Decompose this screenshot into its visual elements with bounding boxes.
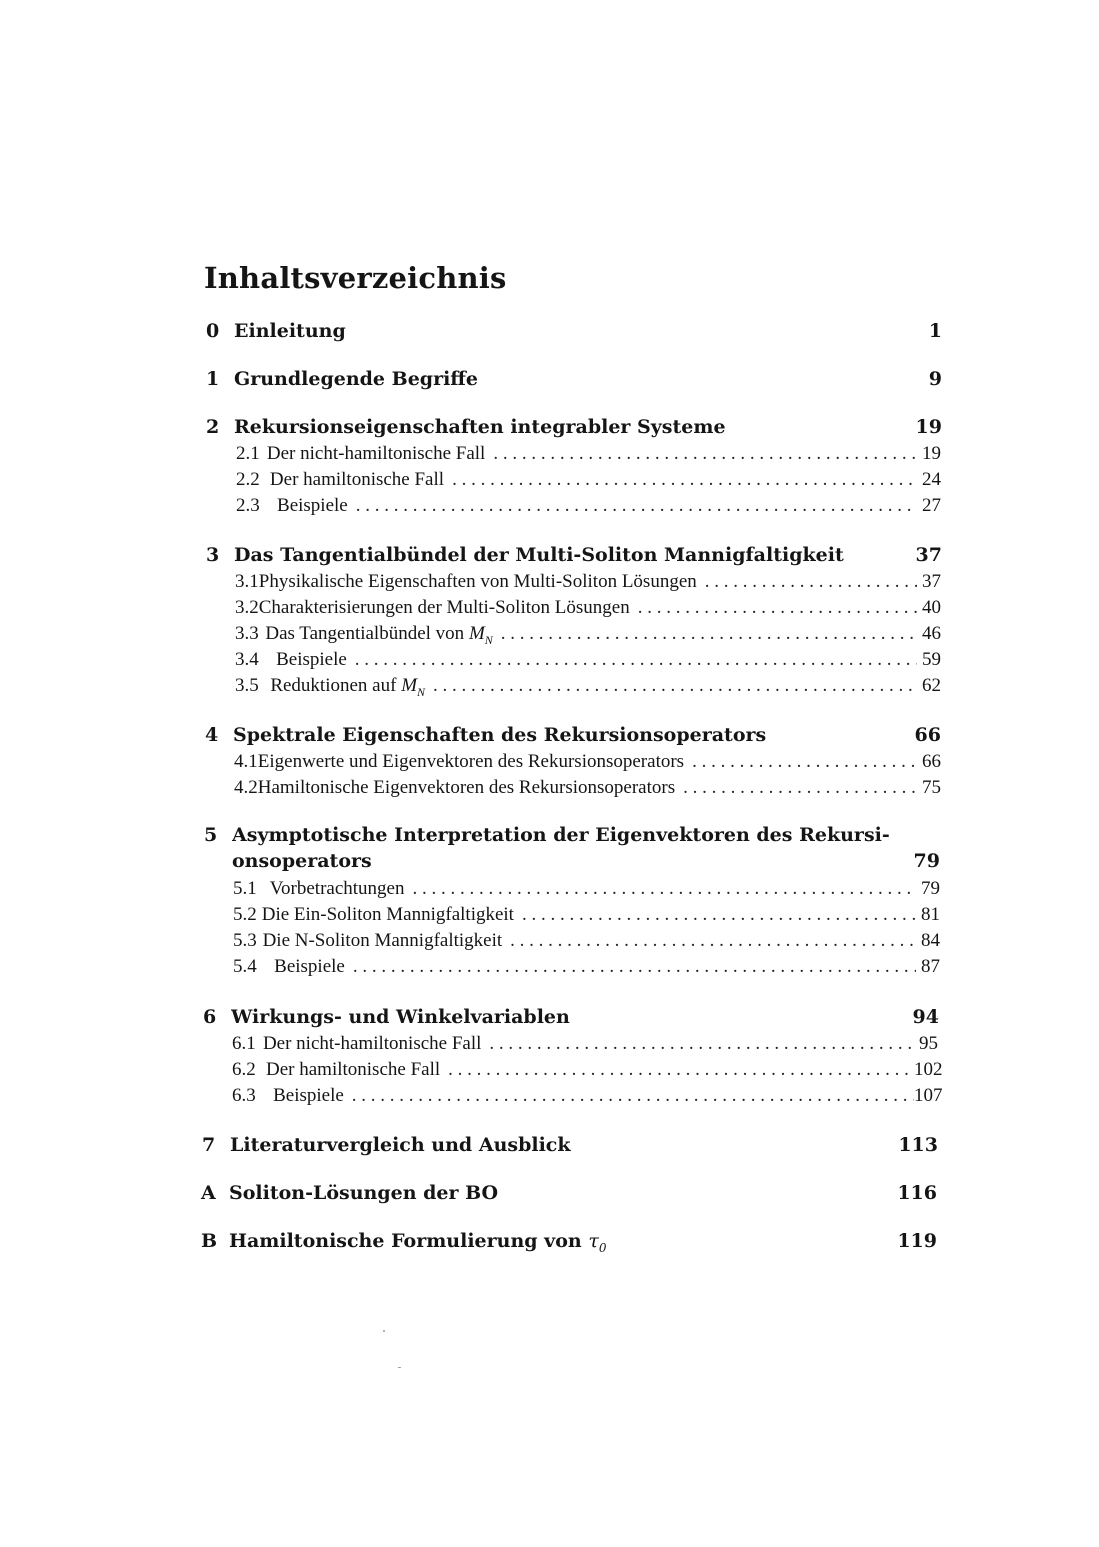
section-page: 87 [921,956,940,977]
chapter-number: 7 [202,1134,216,1156]
chapter-page: 9 [928,368,942,390]
toc-section-3-2[interactable] [235,595,941,621]
section-number: 6.3 [232,1085,256,1106]
section-title: Der nicht-hamiltonische Fall [266,443,486,464]
toc-section-6-3[interactable] [232,1083,943,1109]
section-page: 37 [922,571,941,592]
appendix-title-text: Hamiltonische Formulierung von [229,1230,582,1252]
appendix-letter: A [201,1182,216,1204]
section-page: 84 [921,930,940,951]
toc-section-3-5[interactable] [235,673,941,705]
toc-chapter-3[interactable] [206,542,942,568]
toc-appendix-a[interactable] [201,1180,937,1206]
section-number: 3.5 [235,675,259,696]
dot-leader [481,1031,914,1057]
section-title: Der nicht-hamiltonische Fall [262,1033,482,1054]
section-number: 2.2 [236,469,260,490]
section-page: 66 [922,751,941,772]
section-number: 6.2 [232,1059,256,1080]
section-title: Hamiltonische Eigenvektoren des Rekursionsoperators [257,777,676,798]
dot-leader [675,775,917,801]
section-title: Der hamiltonische Fall [266,1059,441,1080]
section-page: 40 [922,597,941,618]
chapter-title: Einleitung [234,320,346,342]
toc-section-5-1[interactable] [233,876,940,902]
section-number: 5.1 [233,878,257,899]
toc-section-2-2[interactable] [236,467,941,493]
chapter-number: 6 [203,1006,217,1028]
section-page: 95 [919,1033,938,1054]
chapter-page: 113 [898,1134,938,1156]
dot-leader [502,928,916,954]
appendix-page: 119 [897,1230,937,1252]
section-page: 75 [922,777,941,798]
section-number: 5.2 [233,904,257,925]
section-page: 62 [922,675,941,696]
section-title: Vorbetrachtungen [269,878,405,899]
toc-section-5-3[interactable] [233,928,940,954]
appendix-title [229,1228,897,1261]
dot-leader [344,1083,914,1109]
section-number: 3.1 [235,571,259,592]
section-page: 81 [921,904,940,925]
section-title: Die N-Soliton Mannigfaltigkeit [262,930,503,951]
section-page: 59 [922,649,941,670]
toc-section-2-1[interactable] [236,441,941,467]
section-number: 5.3 [233,930,257,951]
chapter-title: Literaturvergleich und Ausblick [230,1134,571,1156]
appendix-page: 116 [897,1182,937,1204]
dot-leader [444,467,917,493]
toc-section-6-2[interactable] [232,1057,943,1083]
section-title: Beispiele [274,956,345,977]
chapter-title: Das Tangentialbündel der Multi-Soliton Mannigfaltigkeit [234,544,844,566]
section-number: 2.3 [236,495,260,516]
toc-section-3-4[interactable] [235,647,941,673]
page-title: Inhaltsverzeichnis [204,261,507,295]
chapter-page: 37 [915,544,942,566]
appendix-letter: B [201,1230,218,1252]
dot-leader [493,621,917,647]
section-page: 24 [922,469,941,490]
section-title: Die Ein-Soliton Mannigfaltigkeit [261,904,514,925]
chapter-page: 19 [915,416,942,438]
dot-leader [425,673,917,699]
section-number: 3.4 [235,649,259,670]
chapter-title: Rekursionseigenschaften integrabler Systeme [234,416,726,438]
toc-appendix-b[interactable] [201,1228,937,1261]
section-title: Eigenwerte und Eigenvektoren des Rekursionsoperators [257,751,685,772]
section-number: 3.3 [235,623,259,644]
math-symbol: $M_N$ [468,623,493,647]
toc-section-3-1[interactable] [235,569,941,595]
toc-section-6-1[interactable] [232,1031,938,1057]
toc-chapter-0[interactable] [206,318,942,344]
section-number: 3.2 [235,597,259,618]
section-title: Beispiele [273,1085,344,1106]
section-title-text: Reduktionen auf [270,675,397,696]
toc-chapter-4[interactable] [205,722,941,748]
chapter-number: 5 [204,824,218,846]
dot-leader [684,749,917,775]
section-page: 102 [914,1059,943,1080]
dot-leader [348,493,917,519]
chapter-title: Wirkungs- und Winkelvariablen [231,1006,570,1028]
section-number: 5.4 [233,956,257,977]
toc-chapter-1[interactable] [206,366,942,392]
toc-section-4-1[interactable] [234,749,941,775]
section-title: Der hamiltonische Fall [269,469,445,490]
scan-speck [398,1367,401,1368]
chapter-page: 94 [912,1006,939,1028]
section-page: 19 [922,443,941,464]
section-page: 46 [922,623,941,644]
dot-leader [485,441,917,467]
dot-leader [404,876,916,902]
math-symbol: $M_N$ [401,675,426,699]
toc-chapter-5[interactable] [204,822,940,848]
chapter-number: 4 [205,724,219,746]
dot-leader [347,647,917,673]
dot-leader [345,954,916,980]
section-number: 6.1 [232,1033,256,1054]
appendix-title: Soliton-Lösungen der BO [229,1182,499,1204]
toc-chapter-5-continued[interactable] [232,848,940,874]
chapter-number: 0 [206,320,220,342]
section-page: 27 [922,495,941,516]
chapter-title: Grundlegende Begriffe [234,368,478,390]
math-symbol: $\tau_0$ [588,1230,607,1255]
chapter-title: Spektrale Eigenschaften des Rekursionsoperators [233,724,767,746]
chapter-number: 2 [206,416,220,438]
section-number: 4.1 [234,751,258,772]
section-number: 4.2 [234,777,258,798]
section-title: Beispiele [277,495,348,516]
toc-section-2-3[interactable] [236,493,941,519]
section-page: 79 [921,878,940,899]
toc-chapter-6[interactable] [203,1004,939,1030]
section-title-text: Das Tangentialbündel von [265,623,465,644]
dot-leader [514,902,916,928]
toc-section-5-4[interactable] [233,954,940,980]
dot-leader [440,1057,914,1083]
section-title: Physikalische Eigenschaften von Multi-Soliton Lösungen [258,571,697,592]
section-title: Beispiele [276,649,347,670]
chapter-page: 79 [913,850,940,872]
dot-leader [697,569,917,595]
section-title [270,673,425,705]
scan-speck [383,1330,385,1332]
chapter-number: 3 [206,544,220,566]
section-page: 107 [914,1085,943,1106]
chapter-title-line2: onsoperators [232,850,372,872]
dot-leader [630,595,917,621]
chapter-number: 1 [206,368,220,390]
section-title: Charakterisierungen der Multi-Soliton Lösungen [258,597,630,618]
toc-chapter-2[interactable] [206,414,942,440]
toc-section-4-2[interactable] [234,775,941,801]
toc-chapter-7[interactable] [202,1132,938,1158]
section-number: 2.1 [236,443,260,464]
chapter-page: 1 [928,320,942,342]
chapter-title: Asymptotische Interpretation der Eigenvektoren des Rekursi- [232,824,890,846]
chapter-page: 66 [914,724,941,746]
toc-section-5-2[interactable] [233,902,940,928]
